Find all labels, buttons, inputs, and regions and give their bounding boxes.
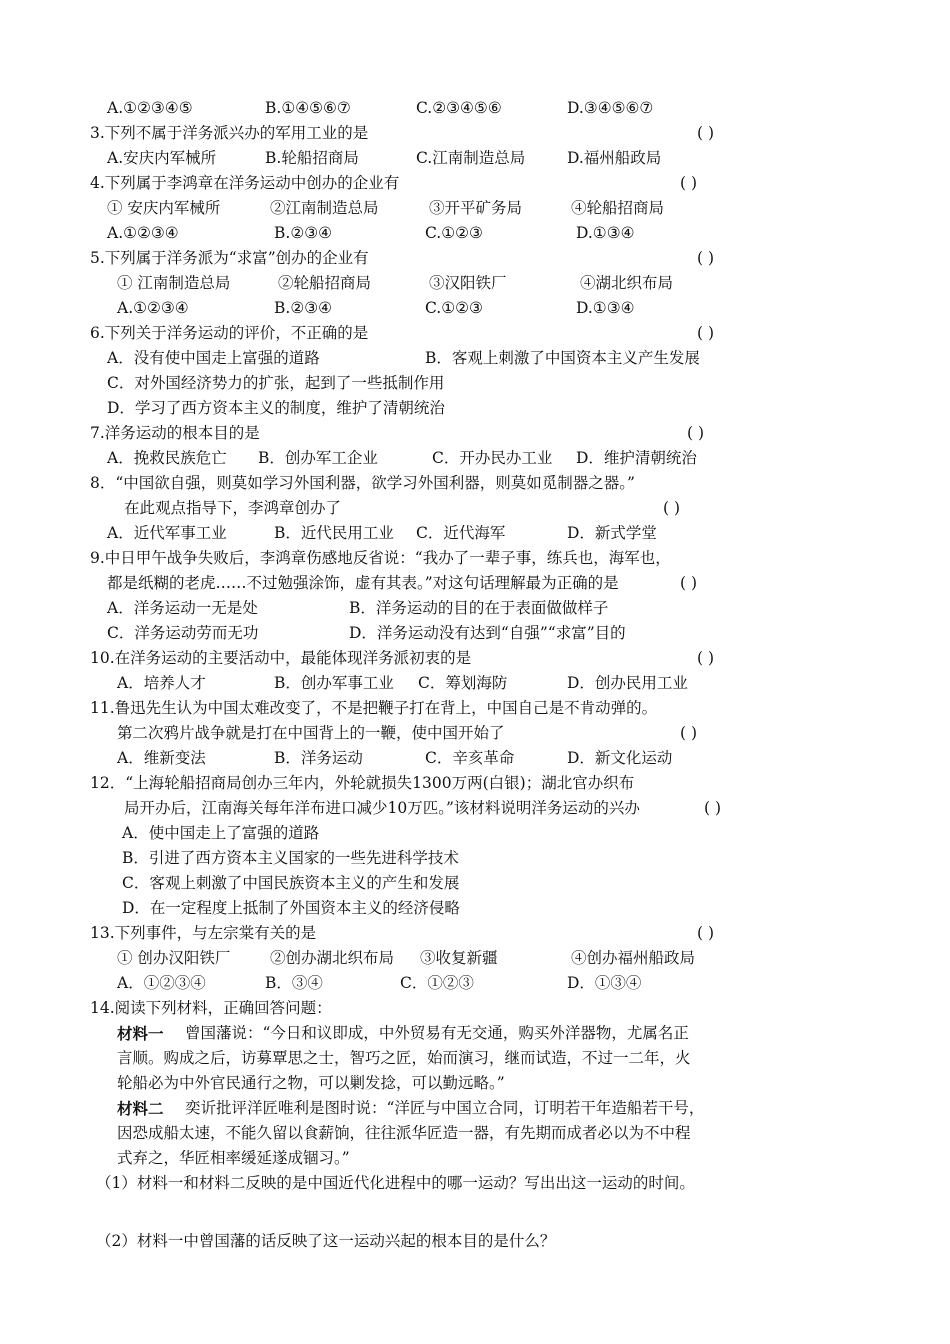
question-4-options	[0, 221, 950, 246]
option-a: A．没有使中国走上富强的道路	[107, 349, 320, 367]
material-1-text: 曾国藩说：“今日和议即成，中外贸易有无交通，购买外洋器物，尤属名正	[185, 1024, 689, 1042]
item-2: ②创办湖北织布局	[270, 949, 395, 967]
sub-question-text: （1）材料一和材料二反映的是中国近代化进程中的哪一运动？写出出这一运动的时间。	[96, 1174, 695, 1192]
option-c: C．开办民办工业	[432, 449, 553, 467]
material-2-label: 材料二	[117, 1099, 164, 1118]
question-11-options	[0, 746, 950, 771]
answer-blank: ( )	[680, 724, 698, 742]
answer-blank: ( )	[687, 424, 705, 442]
question-text: 11.鲁迅先生认为中国太难改变了，不是把鞭子打在背上，中国自己是不肯动弹的。	[90, 699, 658, 717]
option-a: A．挽救民族危亡	[107, 449, 227, 467]
option-b: B．创办军工企业	[258, 449, 378, 467]
material-1-line-3	[0, 1071, 950, 1096]
item-1: ① 江南制造总局	[117, 274, 231, 292]
question-text: 7.洋务运动的根本目的是	[90, 424, 260, 442]
option-a: A．近代军事工业	[107, 524, 227, 542]
answer-blank: ( )	[697, 924, 715, 942]
question-text: 14.阅读下列材料，正确回答问题：	[90, 999, 332, 1017]
question-text: 8．“中国欲自强，则莫如学习外国利器，欲学习外国利器，则莫如觅制器之器。”	[90, 474, 635, 492]
material-2-line-3	[0, 1146, 950, 1171]
answer-blank: ( )	[680, 574, 698, 592]
option-b: B．③④	[265, 974, 323, 992]
question-12-stem-2	[0, 796, 950, 821]
question-text: 13.下列事件，与左宗棠有关的是	[90, 924, 317, 942]
option-d: D.福州船政局	[567, 149, 662, 167]
option-b: B.②③④	[274, 299, 333, 317]
question-text-cont: 第二次鸦片战争就是打在中国背上的一鞭，使中国开始了	[117, 724, 505, 742]
option-a: A．洋务运动一无是处	[107, 599, 258, 617]
option-c: C．①②③	[400, 974, 474, 992]
question-text: 12．“上海轮船招商局创办三年内，外轮就损失1300万两(白银)；湖北官办织布	[90, 774, 635, 792]
option-d: D．新文化运动	[567, 749, 673, 767]
option-d: D.③④⑤⑥⑦	[567, 99, 654, 117]
question-12-stem	[0, 771, 950, 796]
question-10-options	[0, 671, 950, 696]
question-6-stem	[0, 321, 950, 346]
question-14-stem	[0, 996, 950, 1021]
item-3: ③开平矿务局	[429, 199, 523, 217]
option-a: A．维新变法	[117, 749, 206, 767]
question-text-cont: 局开办后，江南海关每年洋布进口减少10万匹。”该材料说明洋务运动的兴办	[124, 799, 640, 817]
item-3: ③收复新疆	[420, 949, 498, 967]
material-2-text: 式弃之，华匠相率缓延遂成锢习。”	[117, 1149, 350, 1167]
material-2-line-1	[0, 1096, 950, 1121]
option-b: B．近代民用工业	[274, 524, 394, 542]
question-text-cont: 都是纸糊的老虎……不过勉强涂饰，虚有其表。”对这句话理解最为正确的是	[107, 574, 619, 592]
option-a: A．培养人才	[117, 674, 206, 692]
item-4: ④创办福州船政局	[571, 949, 696, 967]
option-c: C．近代海军	[416, 524, 506, 542]
question-8-options	[0, 521, 950, 546]
question-6-option-c	[0, 371, 950, 396]
option-a: A．①②③④	[117, 974, 206, 992]
question-10-stem	[0, 646, 950, 671]
option-d: D．新式学堂	[567, 524, 657, 542]
option-d: D.①③④	[576, 224, 635, 242]
option-c: C.江南制造总局	[416, 149, 526, 167]
question-6-option-d	[0, 396, 950, 421]
answer-blank: ( )	[697, 124, 715, 142]
option-c: C.①②③	[425, 299, 483, 317]
option-c: C.②③④⑤⑥	[416, 99, 502, 117]
material-2-text: 因恐成船太速，不能久留以食薪饷，往往派华匠造一器，有先期而成者必以为不中程	[117, 1124, 691, 1142]
material-1-label: 材料一	[117, 1024, 164, 1043]
option-a: A.安庆内军械所	[107, 149, 217, 167]
option-b: B.①④⑤⑥⑦	[265, 99, 351, 117]
question-4-items	[0, 196, 950, 221]
option-b: B.②③④	[274, 224, 333, 242]
answer-blank: ( )	[663, 499, 681, 517]
item-3: ③汉阳铁厂	[429, 274, 507, 292]
question-9-options-cd	[0, 621, 950, 646]
material-1-text: 言顺。购成之后，访募覃思之士，智巧之匠，始而演习，继而试造，不过一二年，火	[117, 1049, 691, 1067]
question-8-stem-2	[0, 496, 950, 521]
question-13-items	[0, 946, 950, 971]
option-d: D.①③④	[576, 299, 635, 317]
question-text: 5.下列属于洋务派为“求富”创办的企业有	[90, 249, 369, 267]
question-7-stem	[0, 421, 950, 446]
item-4: ④湖北织布局	[580, 274, 674, 292]
question-text: 9.中日甲午战争失败后，李鸿章伤感地反省说：“我办了一辈子事，练兵也，海军也，	[90, 549, 671, 567]
question-9-stem	[0, 546, 950, 571]
question-11-stem-2	[0, 721, 950, 746]
item-2: ②江南制造总局	[270, 199, 379, 217]
question-5-options	[0, 296, 950, 321]
option-a: A.①②③④	[117, 299, 189, 317]
option-d: D．维护清朝统治	[576, 449, 697, 467]
sub-question-2	[0, 1229, 950, 1254]
question-7-options	[0, 446, 950, 471]
question-8-stem	[0, 471, 950, 496]
question-5-stem	[0, 246, 950, 271]
option-d: D．学习了西方资本主义的制度，维护了清朝统治	[107, 399, 445, 417]
answer-space	[0, 1196, 950, 1221]
answer-blank: ( )	[680, 174, 698, 192]
question-6-options-ab	[0, 346, 950, 371]
question-text: 4.下列属于李鸿章在洋务运动中创办的企业有	[90, 174, 400, 192]
option-b: B．客观上刺激了中国资本主义产生发展	[425, 349, 700, 367]
option-c: C．客观上刺激了中国民族资本主义的产生和发展	[122, 874, 460, 892]
option-b: B.轮船招商局	[265, 149, 359, 167]
question-3-stem	[0, 121, 950, 146]
question-12-option-d	[0, 896, 950, 921]
question-12-option-a	[0, 821, 950, 846]
question-13-options	[0, 971, 950, 996]
material-1-line-2	[0, 1046, 950, 1071]
option-a: A.①②③④	[107, 224, 179, 242]
sub-question-text: （2）材料一中曾国藩的话反映了这一运动兴起的根本目的是什么？	[96, 1232, 556, 1250]
option-b: B．创办军事工业	[274, 674, 394, 692]
question-3-options	[0, 146, 950, 171]
option-c: C．对外国经济势力的扩张，起到了一些抵制作用	[107, 374, 445, 392]
answer-blank: ( )	[704, 799, 722, 817]
option-d: D．在一定程度上抵制了外国资本主义的经济侵略	[122, 899, 460, 917]
answer-blank: ( )	[697, 324, 715, 342]
question-12-option-c	[0, 871, 950, 896]
option-c: C．洋务运动劳而无功	[107, 624, 259, 642]
option-c: C．筹划海防	[418, 674, 508, 692]
question-9-stem-2	[0, 571, 950, 596]
option-d: D．①③④	[567, 974, 642, 992]
item-4: ④轮船招商局	[571, 199, 665, 217]
option-c: C.①②③	[425, 224, 483, 242]
sub-question-1	[0, 1171, 950, 1196]
exam-page	[0, 96, 950, 1254]
material-1-line-1	[0, 1021, 950, 1046]
answer-blank: ( )	[697, 249, 715, 267]
question-5-items	[0, 271, 950, 296]
option-c: C．辛亥革命	[425, 749, 515, 767]
options-row	[0, 96, 950, 121]
material-2-text: 奕䜣批评洋匠唯利是图时说：“洋匠与中国立合同，订明若干年造船若干号，	[185, 1099, 705, 1117]
question-4-stem	[0, 171, 950, 196]
option-b: B．洋务运动	[274, 749, 363, 767]
question-text: 10.在洋务运动的主要活动中，最能体现洋务派初衷的是	[90, 649, 472, 667]
question-11-stem	[0, 696, 950, 721]
option-b: B．洋务运动的目的在于表面做做样子	[349, 599, 609, 617]
option-d: D．洋务运动没有达到“自强”“求富”目的	[349, 624, 626, 642]
answer-blank: ( )	[697, 649, 715, 667]
item-2: ②轮船招商局	[278, 274, 372, 292]
item-1: ① 创办汉阳铁厂	[117, 949, 231, 967]
question-text: 6.下列关于洋务运动的评价，不正确的是	[90, 324, 369, 342]
question-12-option-b	[0, 846, 950, 871]
question-text: 3.下列不属于洋务派兴办的军用工业的是	[90, 124, 369, 142]
question-text-cont: 在此观点指导下，李鸿章创办了	[124, 499, 342, 517]
option-d: D．创办民用工业	[567, 674, 688, 692]
question-9-options-ab	[0, 596, 950, 621]
question-13-stem	[0, 921, 950, 946]
item-1: ① 安庆内军械所	[107, 199, 221, 217]
option-a: A．使中国走上了富强的道路	[122, 824, 320, 842]
material-2-line-2	[0, 1121, 950, 1146]
material-1-text: 轮船必为中外官民通行之物，可以剿发捻，可以勤远略。”	[117, 1074, 505, 1092]
option-b: B．引进了西方资本主义国家的一些先进科学技术	[122, 849, 459, 867]
option-a: A.①②③④⑤	[107, 99, 193, 117]
